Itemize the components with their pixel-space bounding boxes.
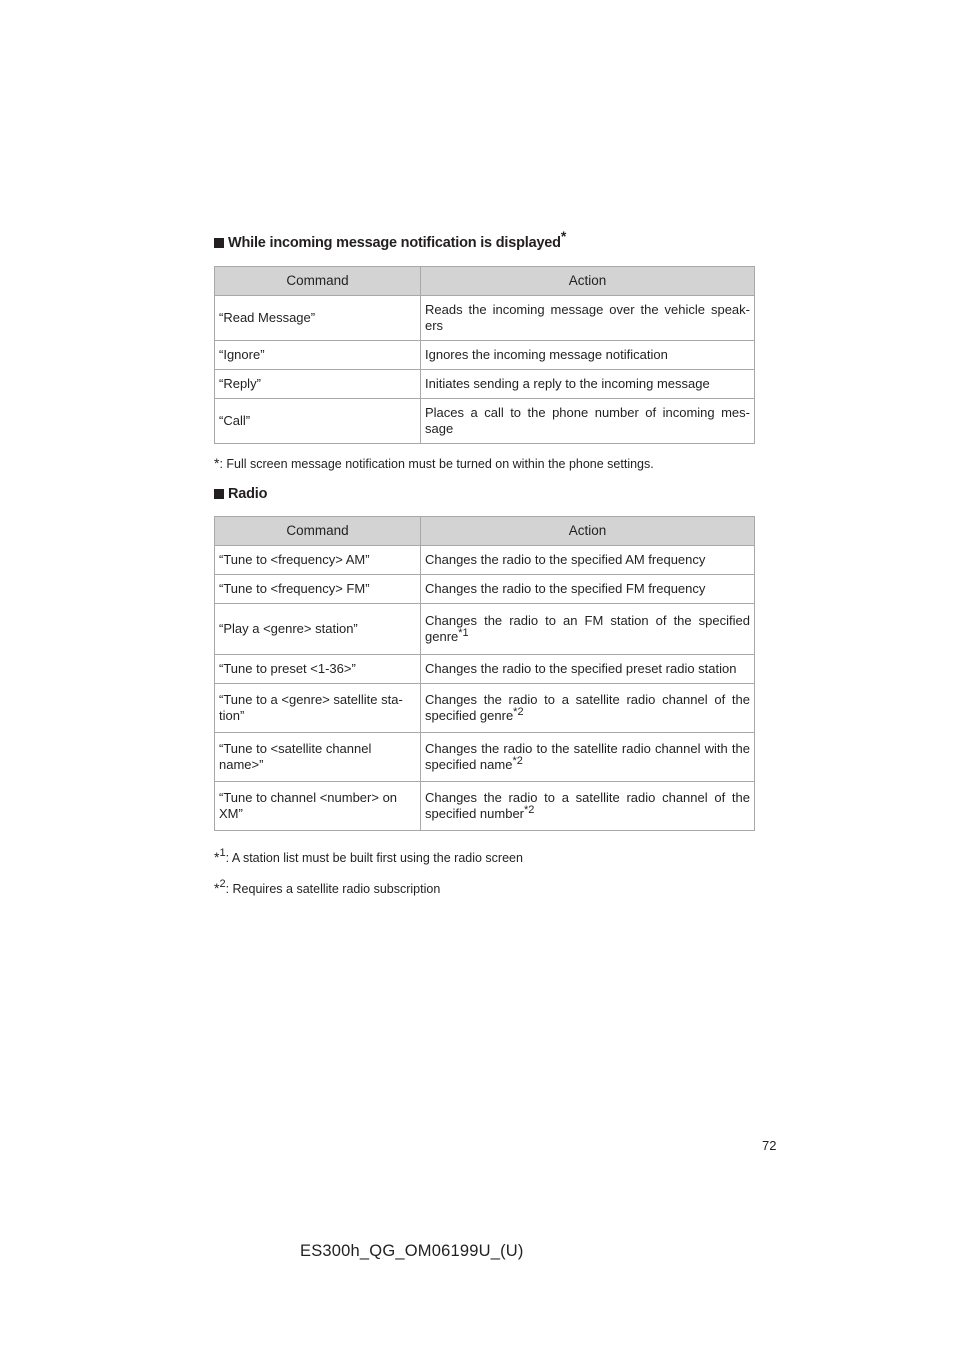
table-row	[215, 341, 755, 370]
radio-footnote-2	[214, 880, 440, 896]
action-text: Ignores the incoming message notification	[425, 347, 668, 362]
footnote-asterisk: *	[214, 849, 220, 865]
header-command: Command	[215, 517, 421, 546]
table-row	[215, 370, 755, 399]
footnote-text: : A station list must be built first using the radio screen	[225, 851, 523, 865]
radio-footnote-1	[214, 849, 523, 865]
action-text: Changes the radio to a satellite radio channel of the specified number	[425, 790, 750, 821]
footnote-ref: *2	[512, 755, 523, 767]
footnote-ref: *1	[458, 627, 469, 639]
command-cell: “Play a <genre> station”	[215, 604, 421, 655]
action-text: Changes the radio to the satellite radio channel with the specified name	[425, 741, 750, 772]
message-footnote	[214, 455, 654, 471]
command-cell: “Read Message”	[215, 296, 421, 341]
footnote-asterisk: *	[214, 880, 220, 896]
action-cell	[421, 782, 755, 831]
command-cell: “Tune to a <genre> satellite sta-tion”	[215, 684, 421, 733]
footnote-ref: *2	[513, 706, 524, 718]
table-row	[215, 296, 755, 341]
radio-heading-text: Radio	[228, 486, 268, 502]
action-cell	[421, 546, 755, 575]
header-action: Action	[421, 517, 755, 546]
action-cell	[421, 655, 755, 684]
footnote-text: : Requires a satellite radio subscription	[225, 882, 441, 896]
header-action: Action	[421, 267, 755, 296]
action-text: Initiates sending a reply to the incoming message	[425, 376, 710, 391]
command-cell: “Reply”	[215, 370, 421, 399]
table-row	[215, 604, 755, 655]
action-cell	[421, 684, 755, 733]
document-code: ES300h_QG_OM06199U_(U)	[300, 1242, 524, 1260]
action-text: Changes the radio to a satellite radio channel of the specified genre	[425, 692, 750, 723]
page-number: 72	[762, 1138, 777, 1153]
header-command: Command	[215, 267, 421, 296]
command-cell: “Tune to <frequency> AM”	[215, 546, 421, 575]
table-row	[215, 733, 755, 782]
radio-section-heading	[214, 486, 267, 502]
footnote-asterisk: *	[214, 455, 220, 471]
action-text: Changes the radio to the specified AM frequency	[425, 552, 706, 567]
action-cell	[421, 604, 755, 655]
heading-asterisk: *	[560, 228, 567, 245]
radio-commands-table	[214, 516, 755, 831]
command-cell: “Tune to preset <1-36>”	[215, 655, 421, 684]
message-heading-text: While incoming message notification is displayed	[228, 235, 561, 251]
action-text: Reads the incoming message over the vehicle speak-ers	[425, 302, 750, 333]
table-header-row	[215, 517, 755, 546]
square-bullet-icon	[214, 238, 224, 248]
message-commands-table	[214, 266, 755, 444]
action-cell	[421, 370, 755, 399]
action-text: Changes the radio to an FM station of the specified genre	[425, 613, 750, 644]
command-cell: “Ignore”	[215, 341, 421, 370]
square-bullet-icon	[214, 489, 224, 499]
action-text: Changes the radio to the specified preset radio station	[425, 661, 737, 676]
action-text: Places a call to the phone number of incoming mes-sage	[425, 405, 750, 436]
table-row	[215, 399, 755, 444]
action-cell	[421, 733, 755, 782]
command-cell: “Call”	[215, 399, 421, 444]
footnote-ref: *2	[524, 804, 535, 816]
table-row	[215, 655, 755, 684]
command-cell: “Tune to channel <number> on XM”	[215, 782, 421, 831]
action-text: Changes the radio to the specified FM frequency	[425, 581, 706, 596]
footnote-text: : Full screen message notification must be turned on within the phone settings.	[219, 457, 654, 471]
action-cell	[421, 296, 755, 341]
footnote-number: 2	[219, 878, 226, 890]
command-cell: “Tune to <frequency> FM”	[215, 575, 421, 604]
message-section-heading	[214, 228, 567, 251]
table-row	[215, 782, 755, 831]
table-row	[215, 546, 755, 575]
table-header-row	[215, 267, 755, 296]
footnote-number: 1	[219, 847, 226, 859]
table-row	[215, 684, 755, 733]
table-row	[215, 575, 755, 604]
command-cell: “Tune to <satellite channel name>”	[215, 733, 421, 782]
action-cell	[421, 575, 755, 604]
action-cell	[421, 399, 755, 444]
action-cell	[421, 341, 755, 370]
